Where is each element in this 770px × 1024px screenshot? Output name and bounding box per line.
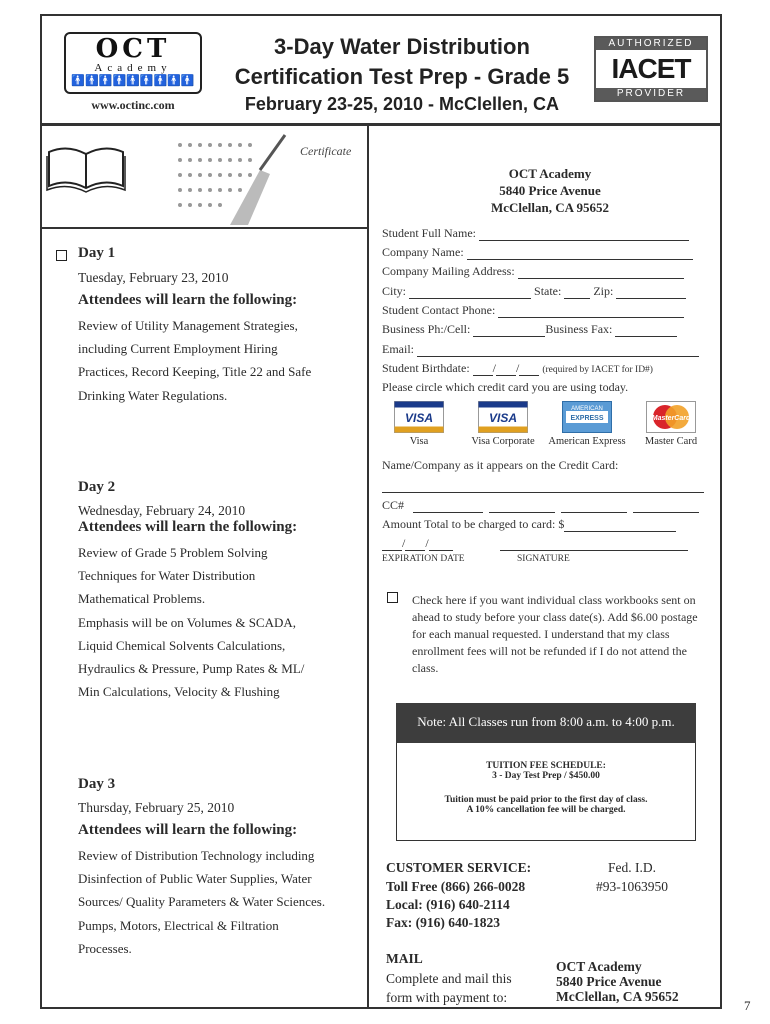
mail-academy-name: OCT Academy <box>556 959 642 974</box>
people-icon: 🚹🚹🚹🚹🚹🚹🚹🚹🚹 <box>71 75 195 87</box>
customer-service-label: CUSTOMER SERVICE: <box>386 860 532 875</box>
open-book-icon <box>45 140 127 194</box>
company-name-blank[interactable] <box>467 259 693 260</box>
exp-day-blank[interactable] <box>405 550 425 551</box>
amount-label: Amount Total to be charged to card: $ <box>382 517 565 531</box>
name-on-card-label: Name/Company as it appears on the Credit Card: <box>382 458 619 472</box>
city-blank[interactable] <box>409 298 531 299</box>
email-label: Email: <box>382 342 414 356</box>
student-name-field[interactable] <box>382 226 706 241</box>
left-section-divider <box>40 227 368 229</box>
day1-line: Practices, Record Keeping, Title 22 and Safe <box>78 364 312 380</box>
business-phone-label: Business Ph:/Cell: <box>382 322 471 336</box>
tuition-price: 3 - Day Test Prep / $450.00 <box>492 771 600 781</box>
day3-date: Thursday, February 25, 2010 <box>78 800 235 815</box>
mail-academy-city: McClellan, CA 95652 <box>556 989 679 1004</box>
amount-field[interactable] <box>382 517 706 532</box>
exp-year-blank[interactable] <box>429 550 453 551</box>
fed-id-label: Fed. I.D. <box>608 860 656 875</box>
birth-year-blank[interactable] <box>519 375 539 376</box>
company-mailing-field[interactable] <box>382 264 706 279</box>
birthdate-note: (required by IACET for ID#) <box>542 365 653 375</box>
svg-text:EXPRESS: EXPRESS <box>570 415 604 422</box>
card-label-american-express: American Express <box>548 436 626 447</box>
mail-academy-street: 5840 Price Avenue <box>556 974 662 989</box>
svg-text:AMERICAN: AMERICAN <box>571 406 603 412</box>
logo-subtitle: Academy <box>94 62 172 74</box>
mail-line-1: Complete and mail this <box>386 971 512 986</box>
oct-logo <box>64 32 202 94</box>
day2-line: Review of Grade 5 Problem Solving <box>78 545 268 560</box>
day3-line: Processes. <box>78 940 132 956</box>
zip-label: Zip: <box>593 284 614 298</box>
cc-part-3[interactable] <box>561 512 627 513</box>
cc-label: CC# <box>382 498 405 512</box>
day3-line: Review of Distribution Technology including <box>78 848 315 863</box>
day2-date: Wednesday, February 24, 2010 <box>78 503 246 518</box>
svg-text:MasterCard: MasterCard <box>651 415 691 422</box>
academy-name: OCT Academy <box>508 166 592 181</box>
day1-line: including Current Employment Hiring <box>78 341 278 357</box>
contact-phone-label: Student Contact Phone: <box>382 303 496 317</box>
iacet-name: IACET <box>611 53 691 84</box>
cc-part-2[interactable] <box>489 512 555 513</box>
company-name-label: Company Name: <box>382 245 464 259</box>
zip-blank[interactable] <box>616 298 686 299</box>
day3-line: Sources/ Quality Parameters & Water Sciences. <box>78 894 326 910</box>
cc-part-1[interactable] <box>413 512 483 513</box>
title-line-1: 3-Day Water Distribution <box>274 34 530 59</box>
signature-label: SIGNATURE <box>517 554 570 564</box>
email-field[interactable] <box>382 342 706 357</box>
answer-sheet-image <box>160 130 290 225</box>
day1-date: Tuesday, February 23, 2010 <box>78 270 229 285</box>
day3-title: Day 3 <box>78 776 116 792</box>
day2-line: Mathematical Problems. <box>78 591 206 607</box>
academy-street: 5840 Price Avenue <box>499 183 601 198</box>
mail-label: MAIL <box>386 951 423 966</box>
academy-city: McClellan, CA 95652 <box>490 200 610 215</box>
birthdate-label: Student Birthdate: <box>382 361 470 375</box>
card-label-master-card: Master Card <box>644 436 698 447</box>
local-phone[interactable]: Local: (916) 640-2114 <box>386 897 510 912</box>
student-name-label: Student Full Name: <box>382 226 476 240</box>
expiration-label: EXPIRATION DATE <box>382 554 465 564</box>
email-blank[interactable] <box>417 356 699 357</box>
card-label-visa: Visa <box>409 436 429 447</box>
master-card-icon[interactable] <box>646 401 696 433</box>
business-phone-field[interactable] <box>382 322 706 337</box>
svg-text:VISA: VISA <box>488 411 518 425</box>
business-fax-label: Business Fax: <box>545 322 613 336</box>
company-mailing-label: Company Mailing Address: <box>382 264 515 278</box>
title-line-2: Certification Test Prep - Grade 5 <box>234 64 570 89</box>
city-state-zip-field[interactable] <box>382 284 706 299</box>
name-on-card-field[interactable] <box>382 478 706 493</box>
iacet-top: AUTHORIZED <box>596 38 706 50</box>
workbook-text: Check here if you want individual class workbooks sent on ahead to study before your class date(s). Add $6.00 postage for each manual requested. I understand that my class enrollment fees will not be refunded if I do not attend the class. <box>412 593 698 675</box>
company-mailing-blank[interactable] <box>518 278 684 279</box>
birthdate-field[interactable]: Student Birthdate: / / (required by IACET for ID#) <box>382 361 653 375</box>
tuition-policy-2: A 10% cancellation fee will be charged. <box>466 805 626 815</box>
name-on-card-blank[interactable] <box>382 482 704 493</box>
exp-month-blank[interactable] <box>382 550 402 551</box>
visa-corporate-card-icon[interactable] <box>478 401 528 433</box>
circle-card-instruction: Please circle which credit card you are using today. <box>382 380 629 394</box>
toll-free-phone[interactable]: Toll Free (866) 266-0028 <box>386 879 526 894</box>
title-line-3: February 23-25, 2010 - McClellen, CA <box>244 94 560 114</box>
day2-line: Emphasis will be on Volumes & SCADA, <box>78 614 297 630</box>
website-url[interactable]: www.octinc.com <box>91 98 175 112</box>
day1-title: Day 1 <box>78 245 116 261</box>
business-phone-blank[interactable] <box>473 336 545 337</box>
cc-number-field[interactable] <box>382 498 706 513</box>
mail-line-2: form with payment to: <box>386 990 508 1005</box>
amount-blank[interactable] <box>564 531 676 532</box>
student-name-blank[interactable] <box>479 240 689 241</box>
fax-number: Fax: (916) 640-1823 <box>386 915 500 930</box>
contact-phone-field[interactable] <box>382 303 706 318</box>
day1-line: Review of Utility Management Strategies, <box>78 318 298 333</box>
day2-title: Day 2 <box>78 479 116 495</box>
day1-checkbox[interactable] <box>56 250 67 261</box>
day2-line: Techniques for Water Distribution <box>78 568 256 584</box>
company-name-field[interactable] <box>382 245 706 260</box>
cc-part-4[interactable] <box>633 512 699 513</box>
day2-line: Hydraulics & Pressure, Pump Rates & ML/ <box>78 661 305 677</box>
tuition-policy-1: Tuition must be paid prior to the first day of class. <box>444 795 648 805</box>
card-label-visa-corporate: Visa Corporate <box>471 436 535 447</box>
iacet-bottom: PROVIDER <box>596 88 706 100</box>
city-label: City: <box>382 284 407 298</box>
workbook-checkbox[interactable] <box>387 592 398 603</box>
birth-month-blank[interactable] <box>473 375 493 376</box>
birth-day-blank[interactable] <box>496 375 516 376</box>
tuition-heading: TUITION FEE SCHEDULE: <box>486 761 606 771</box>
iacet-badge <box>594 36 708 102</box>
certificate-label: Certificate <box>300 144 352 158</box>
day1-description <box>78 314 368 407</box>
day3-description <box>78 844 368 960</box>
svg-text:VISA: VISA <box>404 411 434 425</box>
contact-phone-blank[interactable] <box>498 317 684 318</box>
business-fax-blank[interactable] <box>615 336 677 337</box>
page-number: 7 <box>744 998 751 1013</box>
signature-blank[interactable] <box>500 550 688 551</box>
state-blank[interactable] <box>564 298 590 299</box>
day1-learn-heading: Attendees will learn the following: <box>78 292 298 308</box>
day3-line: Pumps, Motors, Electrical & Filtration <box>78 917 279 933</box>
day2-line: Liquid Chemical Solvents Calculations, <box>78 637 286 653</box>
state-label: State: <box>534 284 562 298</box>
expiration-signature-field[interactable]: / / <box>382 536 706 551</box>
class-time-note: Note: All Classes run from 8:00 a.m. to 4:00 p.m. <box>396 703 696 743</box>
logo-title: OCT <box>95 34 171 64</box>
tuition-box <box>396 743 696 841</box>
day3-line: Disinfection of Public Water Supplies, Water <box>78 871 312 887</box>
visa-card-icon[interactable] <box>394 401 444 433</box>
day2-description <box>78 541 368 703</box>
day2-learn-heading: Attendees will learn the following: <box>78 519 298 535</box>
fed-id-number: #93-1063950 <box>596 879 668 894</box>
day2-line: Min Calculations, Velocity & Flushing <box>78 684 280 700</box>
day1-line: Drinking Water Regulations. <box>78 387 228 403</box>
day3-learn-heading: Attendees will learn the following: <box>78 822 298 838</box>
american-express-card-icon[interactable] <box>562 401 612 433</box>
